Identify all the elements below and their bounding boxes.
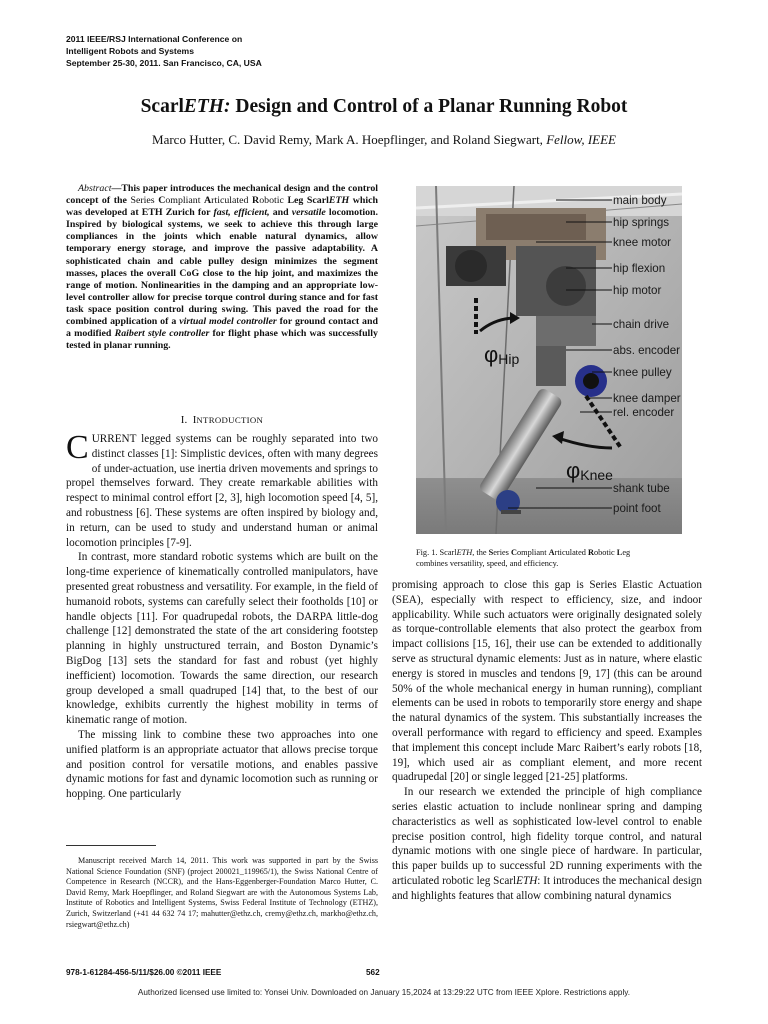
conference-line-2: Intelligent Robots and Systems [66,46,194,56]
abstract-fast: fast, [213,207,231,219]
author-fellow: Fellow, IEEE [546,132,616,147]
page-number: 562 [366,968,380,977]
abstract-efficient: efficient, [233,207,270,219]
caption-l: L [616,548,623,557]
abstract [66,183,378,352]
label-knee-motor: knee motor [613,236,671,249]
abstract-articulated: rticulated [211,195,253,207]
label-hip-flexion: hip flexion [613,262,666,275]
caption-leg: eg [622,548,631,557]
abstract-text-6: for flight phase which was successfully tested in planar running. [66,328,378,352]
caption-series: eries [493,548,511,557]
caption-label: Fig. 1. [416,548,438,557]
right-paragraph-2 [392,785,702,903]
abstract-r: R [252,195,260,207]
drop-cap: C [66,429,89,466]
right-p2-eth: ETH [516,874,538,887]
abstract-text-4: locomotion. Inspired by biological systems, we seek to achieve this through large compliances in the joints which enable natural dynamics, allow temporary energy storage, and improve the passive adaptability. A sophisticated chain and cable pulley design minimizes the segment masses, places the overall CoG close to the hip joint, and maximizes the range of motion. Nonlinearities in the damping and an appropriate low-level controller allow for precise torque control during stance and for fast task space position control during swing. This paved the road for the combined application of a [66,207,378,328]
caption-a: A [548,548,555,557]
paper-title [0,96,768,118]
license-notice: Authorized licensed use limited to: Yonsei Univ. Downloaded on January 15,2024 at 13:29:22 UTC from IEEE Xplore. Restrictions apply. [137,988,631,997]
caption-text-a: Scarl [437,548,457,557]
title-rest: Design and Control of a Planar Running Robot [230,96,628,117]
abstract-text-1: —This paper introduces the mechanical design and the control concept of the [66,183,378,207]
robot-illustration [416,186,682,534]
right-p2-text-b: : It introduces the mechanical design and highlights features that allow combining natural dynamics [392,874,702,902]
abstract-vmc: virtual model controller [179,316,277,328]
intro-paragraph-1 [66,429,378,550]
author-list: Marco Hutter, C. David Remy, Mark A. Hoepflinger, and Roland Siegwart, [152,132,547,147]
right-column-body [392,578,702,904]
label-rel-encoder: rel. encoder [613,406,675,419]
abstract-eth: ETH [328,195,350,207]
title-eth: ETH: [183,96,231,117]
abstract-versatile: versatile [291,207,326,219]
figure-robot-photo [416,186,682,534]
label-knee-pulley: knee pulley [613,366,672,379]
label-chain-drive: chain drive [613,318,670,331]
introduction-body [66,429,378,802]
isbn-footer: 978-1-61284-456-5/11/$26.00 ©2011 IEEE [66,968,222,977]
abstract-text-2: Leg Scarl [283,195,329,207]
section-first-letter: I [192,414,197,426]
figure-caption [416,548,706,570]
label-hip-motor: hip motor [613,284,662,297]
section-heading-introduction [66,414,378,426]
conference-line-1: 2011 IEEE/RSJ International Conference on [66,34,243,44]
caption-robotic: obotic [593,548,617,557]
phi-knee-symbol: φKnee [566,458,613,483]
abstract-raibert: Raibert style controller [114,328,210,340]
footnote-divider [66,845,156,846]
caption-articulated: rticulated [554,548,588,557]
caption-compliant: ompliant [517,548,549,557]
label-point-foot: point foot [613,502,661,515]
intro-paragraph-2: In contrast, more standard robotic systems which are built on the long-time experience of kinematically controlled manipulators, have presented great robustness and versatility. For example, in the field of humanoid robots, systems can carefully select their footholds [10] or handle objects [11]. For quadrupedal robots, the DARPA little-dog challenge [12] demonstrated the state of the art considering footstep planning in highly unstructured terrain, and Boston Dynamic’s BigDog [13] sets the standard for fast and robust (yet highly inefficient) locomotion. Towards the same direction, our research group developed a small quadruped [14] that, to the best of our knowledge, exhibits currently the highest mobility in terms of kinematic range of motion. [66,551,378,727]
paper-authors [0,132,768,148]
intro-paragraph-3: The missing link to combine these two approaches into one unified platform is an appropriate actuator that allows precise torque and position control for versatile motions, and enables passive dynamic motions for fast and dynamic locomotion such as running or hopping. One particularly [66,728,378,801]
right-p2-text-a: In our research we extended the principle of high compliance series elastic actuation to include nonlinear spring and damping characteristics as well as sophisticated low-level control to enable precise position control, high fidelity torque control, and natural dynamic motions with one single piece of hardware. In particular, this paper builds up to successful 2D running experiments with the articulated robotic leg Scarl [392,786,702,887]
abstract-text-3: which was developed at ETH Zurich for [66,195,379,219]
title-prefix: Scarl [140,96,184,117]
label-hip-springs: hip springs [613,216,670,229]
abstract-compliant: ompliant [165,195,205,207]
section-title-rest: NTRODUCTION [196,415,264,425]
caption-text-b: , the [472,548,489,557]
label-main-body: main body [613,194,667,207]
label-abs-encoder: abs. encoder [613,344,681,357]
abstract-robotic: obotic [259,195,284,207]
abstract-text-5: for ground contact and a modified [66,316,378,340]
section-numeral: I. [180,414,188,426]
footnote: Manuscript received March 14, 2011. This work was supported in part by the Swiss National Science Foundation (SNF) (project 200021_119965/1), the Swiss National Centre of Competence in Research (NCCR), and the Hans-Eggenberger-Foundation Marco Hutter, C. David Remy, Mark Hoepflinger, and Roland Siegwart are with the Autonomous Systems Lab, Institute of Robotics and Intelligent Systems, Swiss Federal Institute of Technology (ETHZ), Zurich, Switzerland (+41 44 632 74 17; mahutter@ethz.ch, cremy@ethz.ch, markho@ethz.ch, rsiegwart@ethz.ch) [66,856,378,929]
conference-line-3: September 25-30, 2011. San Francisco, CA, USA [66,58,262,68]
abstract-c: C [158,195,166,207]
caption-r: R [587,548,594,557]
label-knee-damper: knee damper [613,392,681,405]
label-shank-tube: shank tube [613,482,670,495]
intro-p1-text: legged systems can be roughly separated into two distinct classes [1]: Simplistic devices, often with many degrees of under-actuation, use inertia driven movements and springs to propel themselves forward. They create remarkable abilities with respect to minimal control effort [2, 3], high locomotion speed [4, 5], and robustness [6]. These systems are often inspired by biology and, in return, can be used to study and understand human or animal locomotion principles [7-9]. [66,433,378,549]
abstract-a: A [204,195,212,207]
caption-c: C [511,548,517,557]
abstract-and: and [269,207,292,219]
abstract-label: Abstract [78,183,112,194]
phi-hip-symbol: φHip [484,342,520,367]
caption-s: S [488,548,494,557]
conference-header [66,33,386,69]
caption-eth: ETH [456,548,473,557]
abstract-series: Series [130,195,159,207]
caption-line-2: combines versatility, speed, and efficiency. [416,558,559,568]
intro-first-word: URRENT [91,433,137,445]
right-paragraph-1: promising approach to close this gap is Series Elastic Actuation (SEA), especially with respect to efficiency, size, and indoor applicability. While such actuators were originally designated solely as torque-controllable elements that also protect the gearbox from impact collisions [15, 16], their use can be extended to additionally serve as structural dynamic elements: Just as in nature, where elastic energy is stored in muscles and tendons [9, 17] (this can be around 50% of the whole mechanical energy in human running), compliant elements can be used in robots to temporarily store energy and shape the natural dynamics of the system. This substantially increases the overall performance with regard to efficiency and speed. Examples that implement this concept include Marc Raibert’s early robots [18, 19], which used air as compliant element, and more recent quadrupedal [20] or single legged [21-25] platforms. [392,579,702,784]
